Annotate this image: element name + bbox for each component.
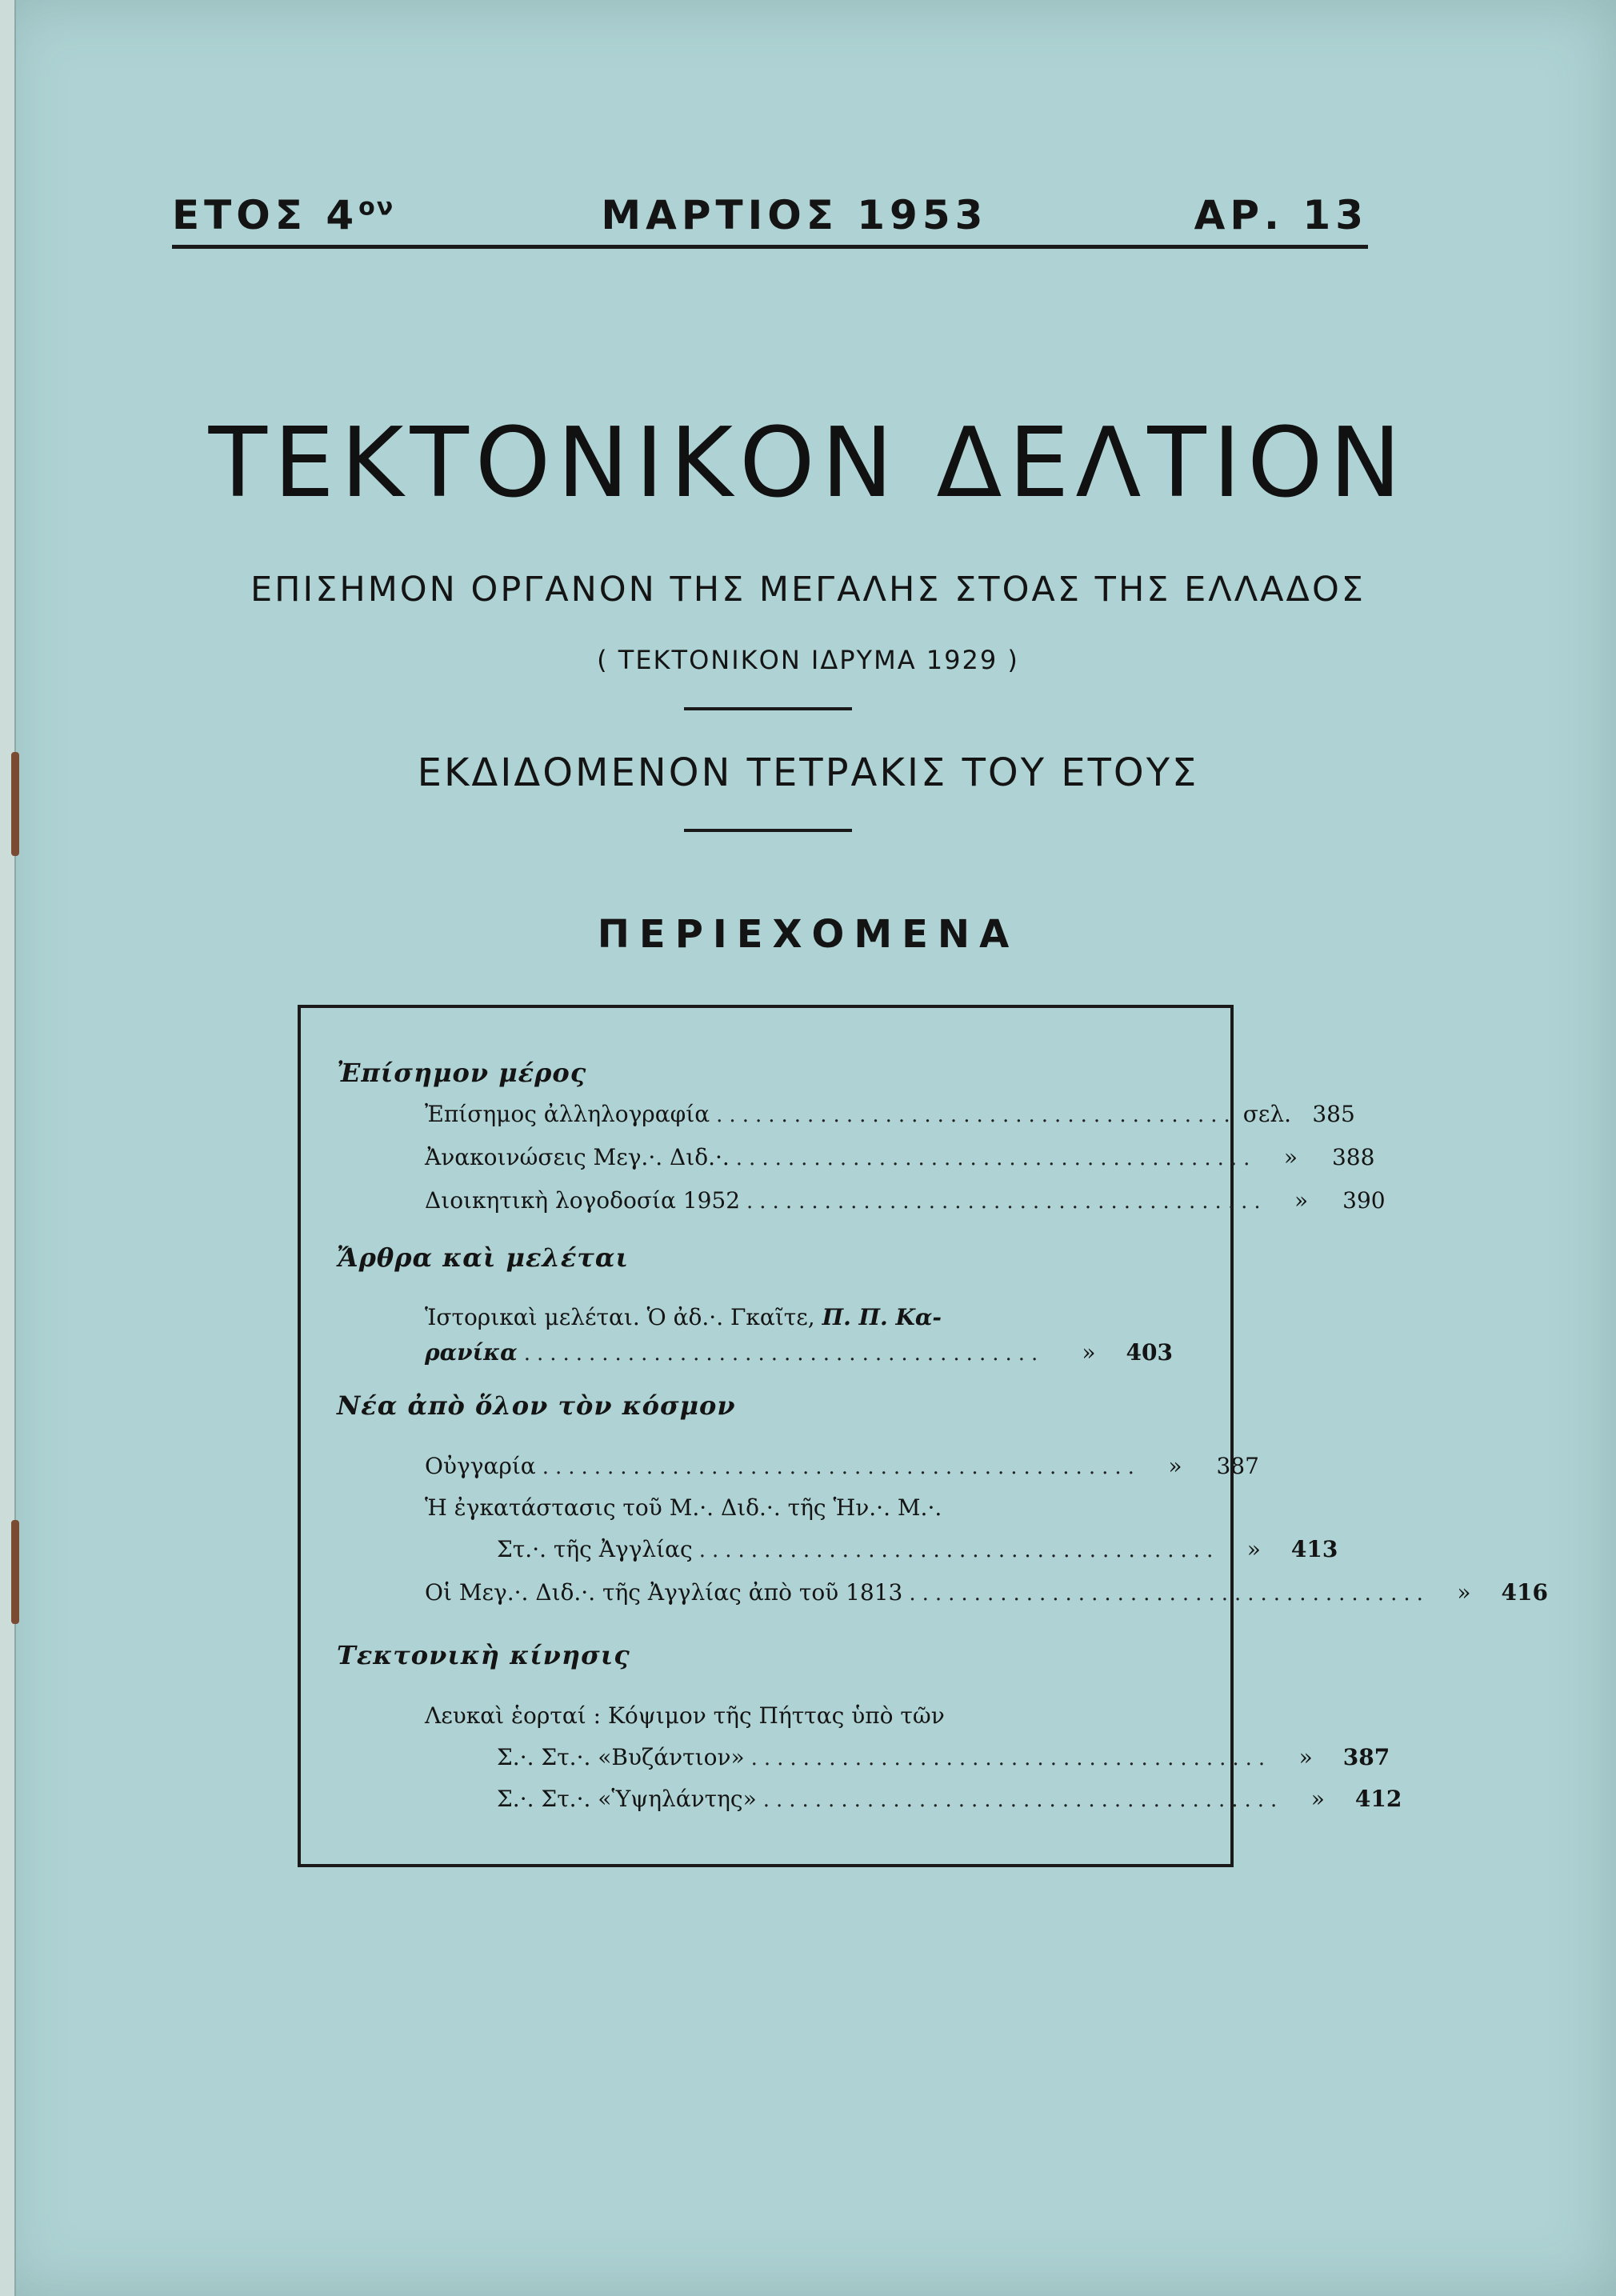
year-label: ΕΤΟΣ $4^{o\nu}$ — [172, 192, 395, 238]
toc-entry: Στ.·. τῆς Ἀγγλίας ........................................ » 413 — [497, 1536, 1338, 1562]
toc-section-title: Νέα ἀπὸ ὅλον τὸν κόσμον — [337, 1390, 736, 1421]
toc-section-title: Ἐπίσημον μέρος — [337, 1058, 587, 1088]
toc-entry: Οὐγγαρία .............................................. » 387 — [425, 1453, 1259, 1479]
issue-header — [172, 192, 1368, 249]
toc-entry-line: Ἱστορικαὶ μελέται. Ὁ ἀδ.·. Γκαῖτε, Π. Π. Κα- — [425, 1304, 942, 1330]
toc-section-title: Τεκτονικὴ κίνησις — [337, 1640, 630, 1670]
toc-entry-line: Ἡ ἐγκατάστασις τοῦ Μ.·. Διδ.·. τῆς Ἡν.·. Μ.·. — [425, 1494, 942, 1521]
founding-note: ( ΤΕΚΤΟΝΙΚΟΝ ΙΔΡΥΜΑ 1929 ) — [597, 645, 1019, 675]
toc-entry: Ἐπίσημος ἀλληλογραφία ........................................ σελ. 385 — [425, 1101, 1355, 1127]
publication-subtitle: ΕΠΙΣΗΜΟΝ ΟΡΓΑΝΟΝ ΤΗΣ ΜΕΓΑΛΗΣ ΣΤΟΑΣ ΤΗΣ ΕΛΛΑΔΟΣ — [250, 570, 1366, 610]
toc-entry-line: Λευκαὶ ἑορταί : Κόψιμον τῆς Πήττας ὑπὸ τῶν — [425, 1702, 945, 1729]
publication-frequency: ΕΚΔΙΔΟΜΕΝΟΝ ΤΕΤΡΑΚΙΣ ΤΟΥ ΕΤΟΥΣ — [417, 750, 1199, 795]
publication-title: ΤΕΚΤΟΝΙΚΟΝ ΔΕΛΤΙΟΝ — [208, 408, 1408, 519]
toc-section-title: Ἄρθρα καὶ μελέται — [337, 1242, 629, 1273]
staple — [11, 1520, 19, 1624]
toc-entry: ρανίκα ........................................ » 403 — [425, 1339, 1173, 1366]
divider — [684, 829, 852, 832]
contents-heading: ΠΕΡΙΕΧΟΜΕΝΑ — [597, 912, 1019, 957]
toc-entry: Ἀνακοινώσεις Μεγ.·. Διδ.·. ........................................ » 388 — [425, 1144, 1375, 1170]
issue-number: ΑΡ. 13 — [1194, 192, 1368, 238]
table-of-contents — [298, 1005, 1548, 1867]
binding-edge — [0, 0, 16, 2296]
toc-entry: Διοικητικὴ λογοδοσία 1952 ........................................ » 390 — [425, 1187, 1386, 1214]
divider — [684, 707, 852, 710]
toc-entry: Οἱ Μεγ.·. Διδ.·. τῆς Ἀγγλίας ἀπὸ τοῦ 1813 ........................................ » 416 — [425, 1579, 1548, 1606]
issue-date: ΜΑΡΤΙΟΣ 1953 — [601, 192, 988, 238]
toc-entry: Σ.·. Στ.·. «Βυζάντιον» ........................................ » 387 — [497, 1744, 1390, 1770]
toc-entry: Σ.·. Στ.·. «Ὑψηλάντης» ........................................ » 412 — [497, 1786, 1402, 1812]
